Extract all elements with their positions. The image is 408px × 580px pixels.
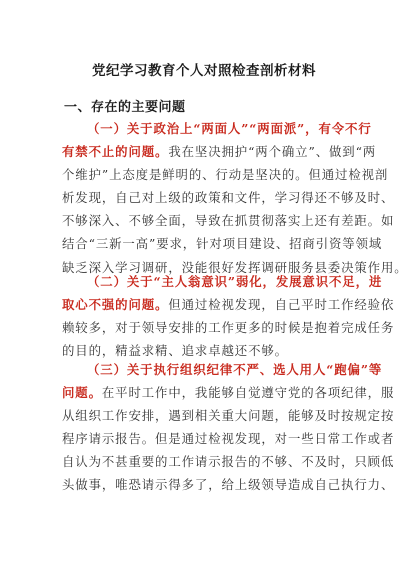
paragraph-line <box>62 404 395 427</box>
highlight-text: （三）关于执行组织纪律不严、选人用人“跑偏”等 <box>87 362 383 377</box>
highlight-text: （一）关于政治上“两面人”“两面派”，有令不行 <box>87 121 372 136</box>
body-text: 自认为不甚重要的工作请示报告的不够、不及时，只顾低 <box>62 454 395 470</box>
paragraph-line <box>62 270 383 293</box>
highlight-text: 问题。 <box>62 385 102 401</box>
paragraph-line <box>62 163 389 186</box>
paragraph-line <box>62 209 395 232</box>
body-text: 析发现，自己对上级的政策和文件，学习得还不够及时、 <box>62 190 395 206</box>
paragraph-line <box>62 117 372 140</box>
body-text: 在平时工作中，我能够自觉遵守党的各项纪律，服 <box>101 385 395 401</box>
body-text: 但通过检视发现，自己平时工作经验依 <box>168 297 395 313</box>
paragraph-line <box>62 450 395 473</box>
paragraph-line <box>62 140 377 163</box>
paragraph-line <box>62 427 395 450</box>
body-text: 头做事，唯恐请示得多了，给上级领导造成自己执行力、 <box>62 477 395 493</box>
section-heading: 一、存在的主要问题 <box>64 100 186 115</box>
paragraph-line <box>62 232 383 255</box>
paragraph-1 <box>62 117 408 279</box>
paragraph-line <box>62 316 395 339</box>
body-text: 赖较多，对于领导安排的工作更多的时候是抱着完成任务 <box>62 320 395 336</box>
body-text: 程序请示报告。但是通过检视发现，对一些日常工作或者 <box>62 431 395 447</box>
body-text: 结合“三新一高”要求，针对项目建设、招商引资等领域 <box>62 236 383 252</box>
body-text: 不够深入、不够全面，导致在抓贯彻落实上还有差距。如 <box>62 213 395 229</box>
body-text: 我在坚决拥护“两个确立”、做到“两 <box>168 144 377 160</box>
body-text: 从组织工作安排，遇到相关重大问题，能够及时按规定按 <box>62 408 395 424</box>
highlight-text: （二）关于“主人翁意识”弱化，发展意识不足，进 <box>87 274 383 289</box>
body-text: 个维护”上态度是鲜明的、行动是坚决的。但通过检视剖 <box>62 167 389 183</box>
highlight-text: 取心不强的问题。 <box>62 297 169 313</box>
highlight-text: 有禁不止的问题。 <box>62 144 169 160</box>
paragraph-line <box>62 358 383 381</box>
document-title: 党纪学习教育个人对照检查剖析材料 <box>92 63 316 79</box>
paragraph-line <box>62 186 395 209</box>
body-text: 缺乏深入学习调研，没能很好发挥调研服务县委决策作用。 <box>62 259 408 275</box>
body-text: 的目的，精益求精、追求卓越还不够。 <box>62 343 288 359</box>
paragraph-line <box>62 381 395 404</box>
paragraph-3 <box>62 358 395 497</box>
paragraph-line <box>62 473 395 496</box>
paragraph-2 <box>62 270 395 362</box>
paragraph-line <box>62 293 395 316</box>
